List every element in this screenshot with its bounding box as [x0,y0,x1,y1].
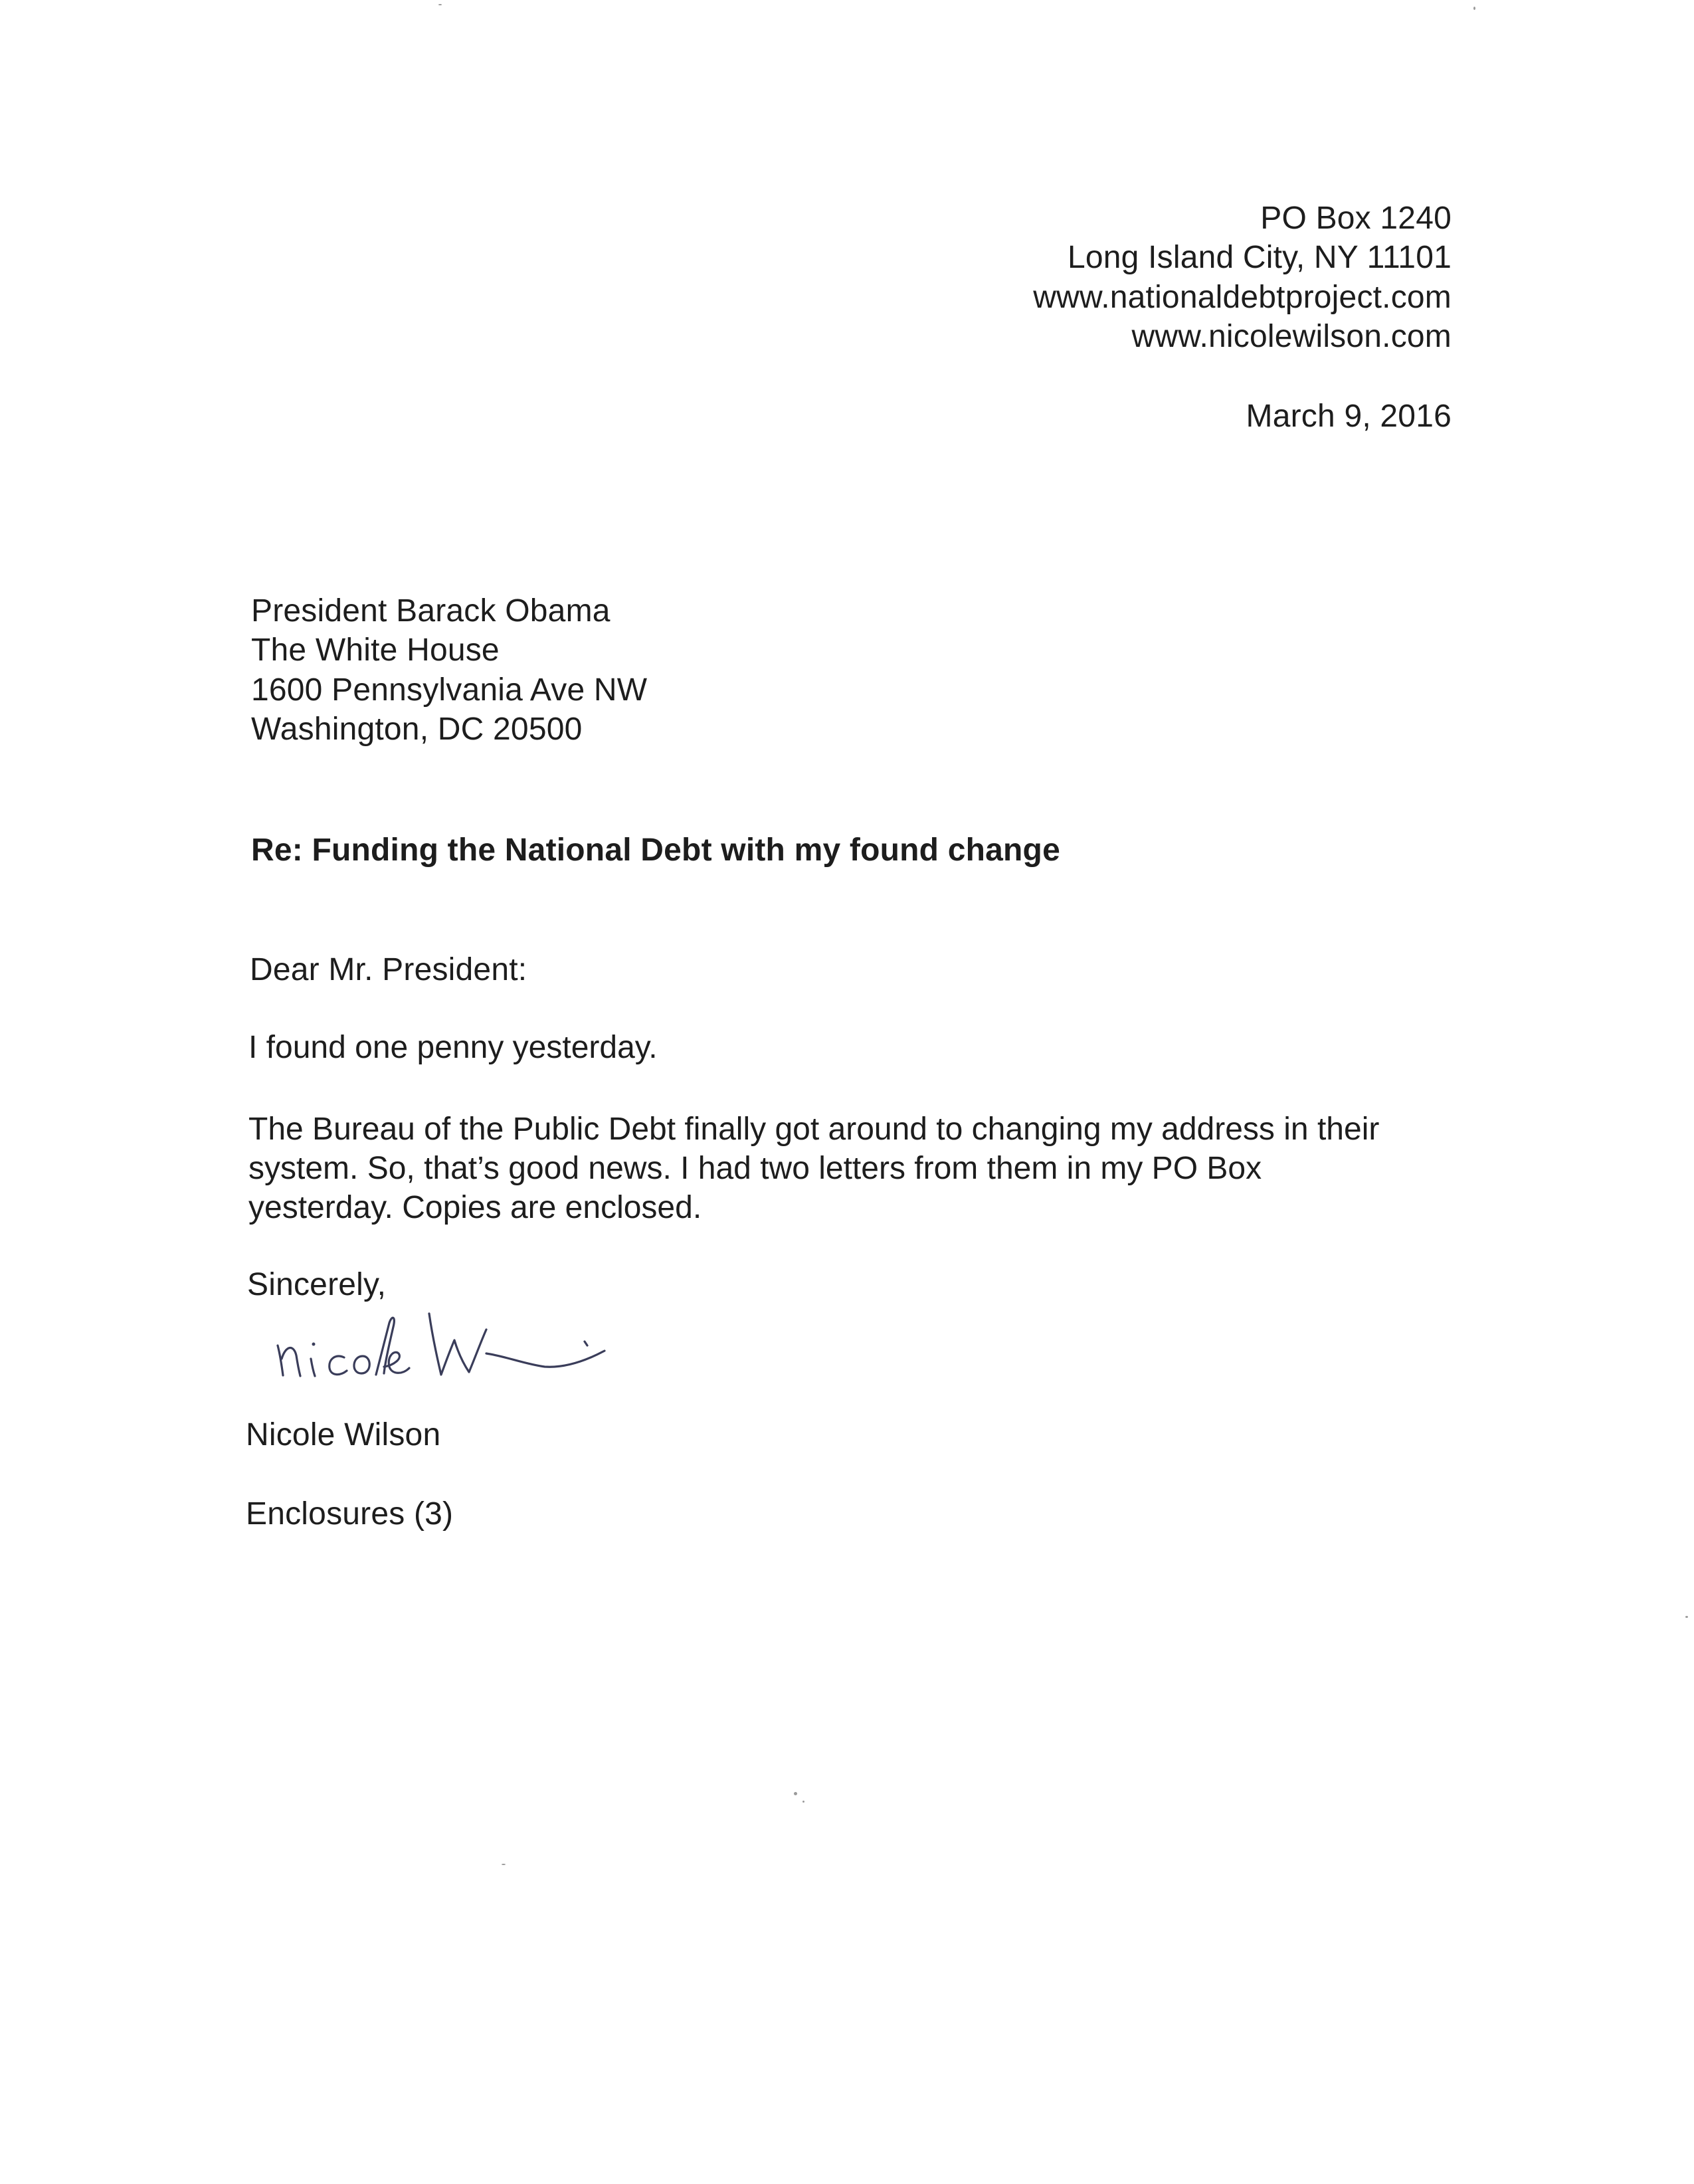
body-paragraph-1: I found one penny yesterday. [248,1030,658,1065]
recipient-org: The White House [251,633,500,668]
sender-website-2: www.nicolewilson.com [1131,319,1452,354]
recipient-name: President Barack Obama [251,593,611,629]
recipient-street: 1600 Pennsylvania Ave NW [251,672,648,708]
closing: Sincerely, [247,1267,387,1302]
sender-address-line1: PO Box 1240 [1260,201,1452,236]
handwritten-signature [272,1292,631,1392]
subject-line: Re: Funding the National Debt with my found change [251,833,1060,868]
sender-address-line2: Long Island City, NY 11101 [1067,240,1452,275]
enclosures-note: Enclosures (3) [246,1496,454,1532]
signer-name: Nicole Wilson [246,1417,441,1452]
letter-date: March 9, 2016 [1246,399,1452,434]
salutation: Dear Mr. President: [250,952,527,987]
sender-website-1: www.nationaldebtproject.com [1033,280,1452,315]
recipient-city: Washington, DC 20500 [251,712,583,747]
body-paragraph-2: The Bureau of the Public Debt finally got around to changing my address in their system. So, that’s good news. I had two letters from them in my PO Box yesterday. Copies are enclosed. [248,1112,1380,1225]
